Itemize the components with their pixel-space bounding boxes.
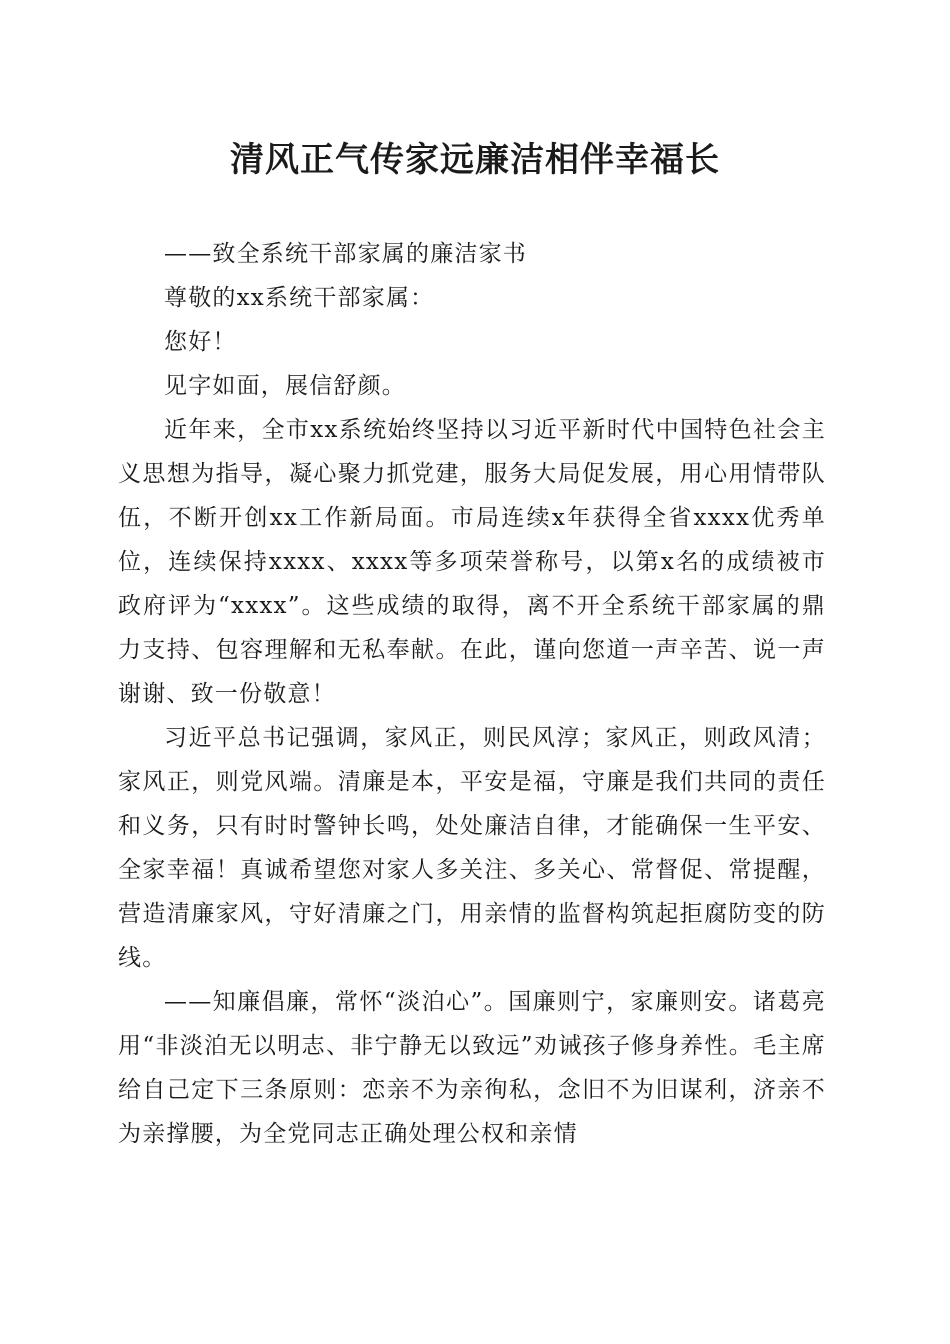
document-body [118,232,826,1156]
opening-line: 见字如面，展信舒颜。 [164,373,406,399]
salutation-subtitle: ——致全系统干部家属的廉洁家书 [164,241,527,267]
greeting: 您好！ [164,329,237,355]
salutation-recipient: 尊敬的xx系统干部家属： [164,285,435,311]
body-paragraph-family-style: 习近平总书记强调，家风正，则民风淳；家风正，则政风清；家风正，则党风端。清廉是本，平安是福，守廉是我们共同的责任和义务，只有时时警钟长鸣，处处廉洁自律，才能确保一生平安、全家幸福！真诚希望您对家人多关注、多关心、常督促、常提醒，营造清廉家风，守好清廉之门，用亲情的监督构筑起拒腐防变的防线。 [118,725,826,971]
body-paragraph-achievements: 近年来，全市xx系统始终坚持以习近平新时代中国特色社会主义思想为指导，凝心聚力抓党建，服务大局促发展，用心用情带队伍，不断开创xx工作新局面。市局连续x年获得全省xxxx优秀单位，连续保持xxxx、xxxx等多项荣誉称号，以第x名的成绩被市政府评为“xxxx”。这些成绩的取得，离不开全系统干部家属的鼎力支持、包容理解和无私奉献。在此，谨向您道一声辛苦、说一声谢谢、致一份敬意！ [118,417,826,707]
body-paragraph-integrity: ——知廉倡廉，常怀“淡泊心”。国廉则宁，家廉则安。诸葛亮用“非淡泊无以明志、非宁静无以致远”劝诫孩子修身养性。毛主席给自己定下三条原则：恋亲不为亲徇私，念旧不为旧谋利，济亲不为亲撑腰，为全党同志正确处理公权和亲情 [118,989,826,1147]
document-title: 清风正气传家远廉洁相伴幸福长 [230,140,720,180]
